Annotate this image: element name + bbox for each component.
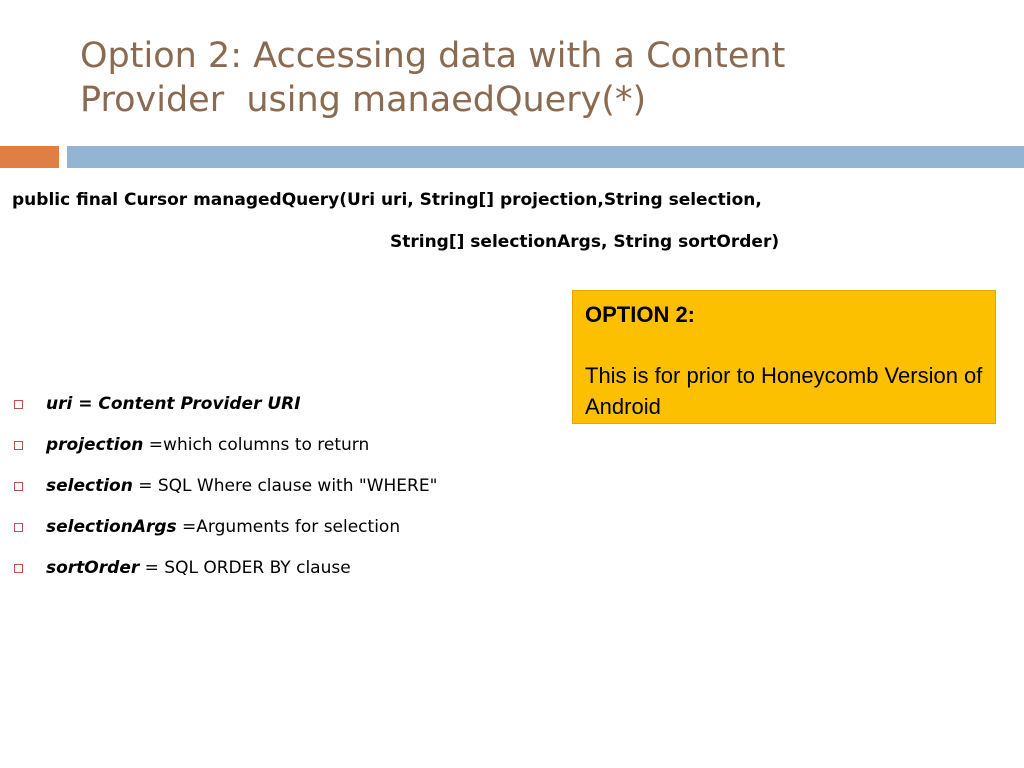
param-description: = SQL Where clause with "WHERE" <box>132 476 438 496</box>
slide-title <box>80 34 980 122</box>
title-line-2: Provider using manaedQuery(*) <box>80 80 647 120</box>
param-name: sortOrder <box>46 558 140 578</box>
title-divider-accent <box>0 146 59 168</box>
square-bullet-icon <box>14 564 23 573</box>
param-name: uri = <box>46 394 99 414</box>
square-bullet-icon <box>14 482 23 491</box>
callout-heading: OPTION 2: <box>585 302 696 327</box>
param-description: = SQL ORDER BY clause <box>139 558 351 578</box>
title-divider-bar <box>67 146 1024 168</box>
square-bullet-icon <box>14 523 23 532</box>
option-callout-box <box>572 290 996 424</box>
param-name: projection <box>46 435 144 455</box>
param-description: =Arguments for selection <box>176 517 401 537</box>
param-description: Content Provider URI <box>98 394 301 414</box>
signature-line-1: public final Cursor managedQuery(Uri uri, String[] projection,String selection, <box>12 190 762 210</box>
title-line-1: Option 2: Accessing data with a Content <box>80 36 786 76</box>
callout-body: This is for prior to Honeycomb Version of Android <box>585 363 983 419</box>
square-bullet-icon <box>14 441 23 450</box>
param-name: selection <box>46 476 133 496</box>
param-description: =which columns to return <box>143 435 370 455</box>
signature-line-2: String[] selectionArgs, String sortOrder) <box>390 232 780 252</box>
param-name: selectionArgs <box>46 517 177 537</box>
square-bullet-icon <box>14 400 23 409</box>
